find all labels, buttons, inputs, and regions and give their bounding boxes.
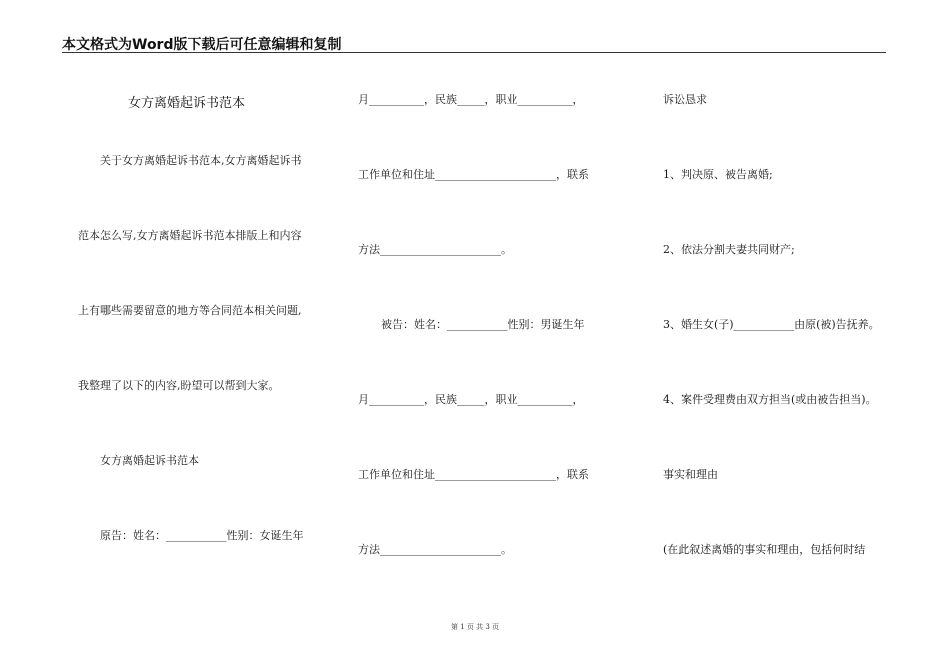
header-divider [62, 52, 886, 53]
page-number: 第 1 页 共 3 页 [450, 623, 500, 631]
col3-line-2: 1、判决原、被告离婚; [663, 168, 773, 181]
col3-line-1: 诉讼恳求 [663, 93, 707, 106]
col2-line-6: 工作单位和住址______________________，联系 [358, 468, 589, 481]
col2-line-5: 月__________，民族_____，职业__________， [358, 393, 584, 406]
col3-line-4: 3、婚生女(子)___________由原(被)告抚养。 [663, 318, 880, 331]
col1-line-6: 原告：姓名：___________性别：女诞生年 [100, 529, 304, 542]
col1-line-2: 范本怎么写,女方离婚起诉书范本排版上和内容 [78, 229, 302, 242]
document-header: 本文格式为Word版下载后可任意编辑和复制 [62, 37, 342, 53]
col1-line-3: 上有哪些需要留意的地方等合同范本相关问题, [78, 304, 302, 317]
col2-line-1: 月__________，民族_____，职业__________， [358, 93, 584, 106]
col1-line-5: 女方离婚起诉书范本 [100, 454, 199, 467]
col3-line-7: (在此叙述离婚的事实和理由，包括何时结 [663, 543, 866, 556]
col2-line-2: 工作单位和住址______________________，联系 [358, 168, 589, 181]
col2-line-4: 被告：姓名：___________性别：男诞生年 [381, 318, 585, 331]
col3-line-3: 2、依法分割夫妻共同财产; [663, 243, 795, 256]
col1-line-1: 关于女方离婚起诉书范本,女方离婚起诉书 [100, 154, 302, 167]
col2-line-7: 方法______________________。 [358, 543, 512, 556]
col3-line-5: 4、案件受理费由双方担当(或由被告担当)。 [663, 393, 877, 406]
col3-line-6: 事实和理由 [663, 468, 718, 481]
col1-line-4: 我整理了以下的内容,盼望可以帮到大家。 [78, 379, 280, 392]
document-title: 女方离婚起诉书范本 [128, 96, 246, 111]
col2-line-3: 方法______________________。 [358, 243, 512, 256]
